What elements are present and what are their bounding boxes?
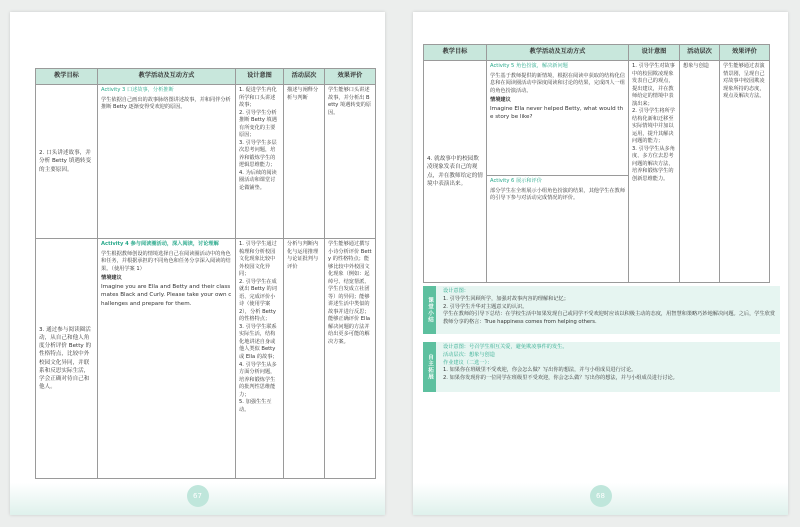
intent-item: 1. 引导学生通过梳理和分析校园文化现象比较中外校园文化异同； — [239, 241, 277, 278]
activity-text: 学生基于教师提供的新情境，根据在阅读中获取的结构化信息和在阅读圈活动中深度阅读和讨论的结果，完成四人一组的角色扮演活动。 — [490, 72, 625, 94]
intent-item: 2. 引导学生将所学结构化新和迁移至实际情境中并加以运用，提升其解决问题的能力； — [632, 108, 675, 145]
activity-title: Activity 6 展示和评价 — [490, 178, 542, 184]
intent-item: 4. 引导学生从多方面分析问题，培养和锻炼学生的批判性思维能力； — [239, 361, 277, 398]
header-level: 活动层次 — [284, 69, 325, 85]
activity-text: 学生根据教师创设的情境选择自己在阅读圈活动中的角色和任务，并根据承担的不同角色和任务分享深入阅读的结果。（使用学案 1） — [101, 250, 231, 272]
intent-item: 1. 引导学生对故事中的校园欺凌现象发表自己的观点，提出建议，并在教师给定的情境中表演出来； — [632, 63, 675, 107]
extension-tag: 自主拓展 — [423, 342, 436, 392]
header-intent: 设计意图 — [236, 69, 284, 85]
summary-line: 学生在教师的引导下总结：在学校生活中如果发现自己或同学不受欢迎时应该以积极主动的态度，用智慧和策略巧妙地解决问题。之后，学生欣赏教师分享的格言：True happiness comes from helping others. — [443, 311, 776, 326]
header-activity: 教学活动及互动方式 — [98, 69, 236, 85]
intent-item: 3. 引导学生从多角度、多方位去思考问题的解决方法，培养和锻炼学生的创新思维能力。 — [632, 145, 675, 182]
activity-title: Activity 4 参与阅读圈活动，深入阅读，讨论理解 — [101, 241, 219, 247]
activity-cell — [98, 85, 236, 239]
eval-cell: 学生能够口头讲述故事，并分析出 Betty 境遇转变的原因。 — [325, 85, 376, 239]
scenario-heading: 情境建议 — [490, 97, 511, 104]
goal-cell: 4. 就故事中的校园欺凌现象发表自己的观点，并在教师给定的情境中表演出来。 — [424, 61, 487, 283]
class-summary-box — [423, 286, 780, 334]
left-lesson-table — [35, 68, 376, 479]
eval-cell: 学生能够通过撰写小诗分析评价 Betty 的性格特点；能够比较中外校园文化现象（例如：起绰号、结宽帮派、学生自发成立社团等）的异同；能够讲述生活中类似的故事并进行反思；能够正确评价 Ella 解决问题的方法并给出更多可能的解决方案。 — [325, 239, 376, 479]
goal-cell: 2. 口头讲述故事，并分析 Betty 填遇转变的主要原因。 — [36, 85, 98, 239]
intent-item: 3. 引导学生多层次思考问题，培养和锻炼学生的逻辑思维能力； — [239, 139, 277, 169]
level-cell: 分析与判断内化与运用推理与论证批判与评价 — [284, 239, 325, 479]
intent-item: 4. 为后续的阅读圈活动和课堂讨论做铺垫。 — [239, 169, 277, 191]
header-eval: 效果评价 — [325, 69, 376, 85]
activity-cell — [487, 61, 629, 283]
page-number: 67 — [187, 485, 209, 507]
level-cell: 描述与阐释分析与判断 — [284, 85, 325, 239]
extension-box — [423, 342, 780, 392]
right-lesson-table — [423, 44, 770, 283]
summary-heading: 设计意图： — [443, 288, 469, 294]
intent-item: 5. 加强生生互动。 — [239, 399, 272, 413]
intent-item: 1. 促进学生内化所学和口头讲述故事； — [239, 87, 277, 109]
intent-item: 3. 引导学生联系实际生活，结构化地讲述自身或他人类似 Betty 或 Ella 的故事； — [239, 323, 278, 360]
scenario-text: Imagine Ella never helped Betty, what would the story be like? — [490, 105, 624, 121]
summary-line: 2. 引导学生升华对主题意义的认识。 — [443, 303, 528, 310]
goal-cell: 3. 通过参与阅读圈活动，从自己和他人角度分析评价 Betty 的性格特点，比较中外校园文化异同，并联系和反思实际生活，学会正确对待自己和他人。 — [36, 239, 98, 479]
intent-cell — [236, 85, 284, 239]
eval-cell: 学生能够通过表演情景剧，呈现自己对故事中校园欺凌现象所持的态度，观点及解决方法。 — [720, 61, 770, 283]
table-header-row — [36, 69, 376, 85]
activity-title: Activity 3 口述故事，分析推断 — [101, 87, 174, 93]
intent-item: 2. 引导学生在成就出 Betty 的词语、完成评价小诗（使用学案 2），分析 Betty 的性格特点； — [239, 278, 277, 323]
scenario-text: Imagine you are Ella and Betty and their classmates Black and Curly. Please take your own challenges and prepare for them. — [101, 283, 232, 307]
header-goal: 教学目标 — [424, 45, 487, 61]
activity-text: 学生依据自己画出的故事脉络图讲述故事，并和同伴分析推断 Betty 逐渐变得受欢迎的原因。 — [101, 96, 231, 111]
table-row — [424, 61, 770, 283]
header-goal: 教学目标 — [36, 69, 98, 85]
homework-item: 2. 如果你发现你的一位同学在班级里不受欢迎，你会怎么做？写出你的想法，并与小组成员进行讨论。 — [443, 375, 678, 382]
page-number: 68 — [590, 485, 612, 507]
scenario-heading: 情境建议 — [101, 275, 122, 282]
activity-text: 部分学生在全班展示小组角色扮演的结果，其他学生在教师的引导下参与对活动完成情况的评价。 — [490, 187, 625, 202]
table-row — [36, 239, 376, 479]
homework-item: 1. 如果你在班级里不受欢迎，你会怎么做？写出你的想法，并与小组成员进行讨论。 — [443, 367, 637, 374]
header-activity: 教学活动及互动方式 — [487, 45, 629, 61]
header-intent: 设计意图 — [629, 45, 680, 61]
intent-cell — [629, 61, 680, 283]
extension-level: 活动层次：想象与创造 — [443, 351, 495, 358]
table-row — [36, 85, 376, 239]
activity-cell — [98, 239, 236, 479]
summary-line: 1. 引导学生回顾所学，加强对故事内容的理解和记忆； — [443, 295, 569, 302]
class-summary-tag: 课堂小结 — [423, 286, 436, 334]
extension-intent: 设计意图：号召学生相互关爱，避免欺凌事件的发生。 — [443, 344, 568, 350]
activity-title: Activity 5 角色扮演，解决新问题 — [490, 63, 568, 69]
intent-item: 2. 引导学生分析推断 Betty 填遇有所变化的主要原因； — [239, 109, 277, 139]
header-eval: 效果评价 — [720, 45, 770, 61]
intent-cell — [236, 239, 284, 479]
table-header-row — [424, 45, 770, 61]
level-cell: 想象与创造 — [680, 61, 720, 283]
header-level: 活动层次 — [680, 45, 720, 61]
left-page — [10, 12, 385, 515]
right-page — [413, 12, 788, 515]
homework-heading: 作业建议（二选一）： — [443, 359, 493, 366]
